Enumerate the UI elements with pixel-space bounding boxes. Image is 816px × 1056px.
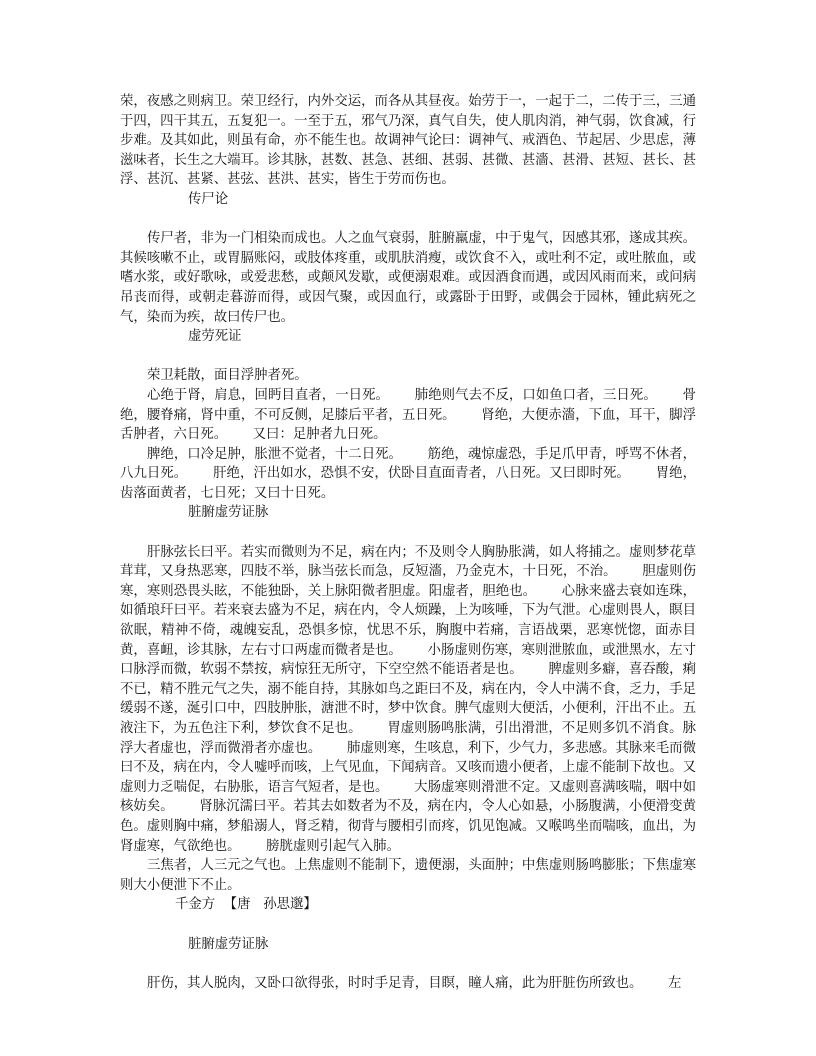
heading-chuanshi-lun: 传尸论 bbox=[188, 191, 229, 207]
heading-qianjin-fang: 千金方 【唐 孙思邈】 bbox=[175, 897, 317, 913]
paragraph-liver-injury: 肝伤，其人脱肉，又卧口欲得张，时时手足青，目瞑，瞳人痛，此为肝脏伤所致也。 左 bbox=[147, 975, 682, 991]
paragraph-sanjiao: 三焦者，人三元之气也。上焦虚则不能制下，遗便溺，头面肿；中焦虚则肠鸣膨胀；下焦虚寒则大小便泄下不止。 bbox=[120, 858, 697, 893]
paragraph-death-signs-2: 脾绝，口冷足肿，胀泄不觉者，十二日死。 筋绝，魂惊虚恐，手足爪甲青，呼骂不休者，八九日死。 肝绝，汗出如水，恐惧不安，伏卧目直面青者，八日死。又曰即时死。 胃绝，齿落面黄者，七日死；又曰十日死。 bbox=[120, 446, 696, 501]
paragraph-organ-pulses: 肝脉弦长曰平。若实而微则为不足，病在内；不及则令人胸胁胀满，如人将捕之。虚则梦花草茸茸，又身热恶寒，四肢不举，脉当弦长而急，反短濇，乃金克木，十日死，不治。 胆虚则伤寒，寒则恐畏头眩，不能独卧，关上脉阳微者胆虚。阳虚者，胆绝也。 心脉来盛去衰如连珠，如循琅玕曰平。若来衰去盛为不足，病在内，令人烦躁，上为咳唾，下为气泄。心虚则畏人，瞑目欲眠，精神不倚，魂魄妄乱，恐惧多惊，忧思不乐，胸腹中若痛，言语战栗，恶寒恍惚，面赤目黄，喜衄，诊其脉，左右寸口两虚而微者是也。 小肠虚则伤寒，寒则泄脓血，或泄黑水，左寸口脉浮而微，软弱不禁按，病惊狂无所守，下空空然不能语者是也。 脾虚则多癖，喜吞酸，痢不已，精不胜元气之失，溺不能自持，其脉如鸟之距曰不及，病在内，令人中满不食，乏力，手足缓弱不遂，涎引口中，四肢肿胀，溏泄不时，梦中饮食。脾气虚则大便活，小便利，汗出不止。五液注下，为五色注下利，梦饮食不足也。 胃虚则肠鸣胀满，引出滑泄，不足则多饥不消食。脉浮大者虚也，浮而微滑者亦虚也。 肺虚则寒，生咳息，利下，少气力，多悲感。其脉来毛而微曰不及，病在内，令人嘘呼而咳，上气见血，下闻病音。又咳而遗小便者，上虚不能制下故也。又虚则力乏喘促，右胁胀，语言气短者，是也。 大肠虚寒则滑泄不定。又虚则喜满咳喘，咽中如核妨矣。 肾脉沉濡曰平。若其去如数者为不及，病在内，令人心如悬，小肠腹满，小便滑变黄色。虚则胸中痛，梦船溺人，肾乏精，彻背与腰相引而疼，饥见饱减。又喉鸣坐而喘咳，血出，为肾虚寒，气欲绝也。 膀胱虚则引起气入肺。 bbox=[120, 544, 697, 854]
heading-zangfu-xulao-2: 脏腑虚劳证脉 bbox=[188, 936, 269, 952]
paragraph-death-signs-1: 心绝于肾，肩息，回眄目直者，一日死。 肺绝则气去不反，口如鱼口者，三日死。 骨绝，腰脊痛，肾中重，不可反侧，足膝后平者，五日死。 肾绝，大便赤濇，下血，耳干，脚浮舌肿者，六日死。 又曰：足肿者九日死。 bbox=[120, 387, 696, 443]
heading-zangfu-xulao-1: 脏腑虚劳证脉 bbox=[188, 505, 269, 521]
paragraph-chuanshi: 传尸者，非为一门相染而成也。人之血气衰弱，脏腑羸虚，中于鬼气，因感其邪，遂成其疾。其候咳嗽不止，或胃膈账闷，或肢体疼重，或肌肤消瘦，或饮食不入，或吐利不定，或吐脓血，或嗜水浆，或好歌咏，或爱悲愁，或颠风发歇，或便溺艰难。或因酒食而遇，或因风雨而来，或问病吊丧而得，或朝走暮游而得，或因气聚，或因血行，或露卧于田野，或偶会于园林，锺此病死之气，染而为疾，故曰传尸也。 bbox=[120, 231, 697, 325]
paragraph-labor-injury: 荣，夜感之则病卫。荣卫经行，内外交运，而各从其昼夜。始劳于一，一起于二，二传于三，三通于四，四干其五，五复犯一。一至于五，邪气乃深，真气自失，使人肌肉消，神气弱，饮食减，行步难。及其如此，则虽有命，亦不能生也。故调神气论曰：调神气、戒酒色、节起居、少思虑，薄滋味者，长生之大端耳。诊其脉，甚数、甚急、甚细、甚弱、甚微、甚濇、甚滑、甚短、甚长、甚浮、甚沉、甚紧、甚弦、甚洪、甚实，皆生于劳而伤也。 bbox=[120, 94, 696, 188]
heading-xulao-sizheng: 虚劳死证 bbox=[188, 329, 242, 345]
paragraph-rongwei: 荣卫耗散，面目浮肿者死。 bbox=[147, 368, 308, 384]
document-page bbox=[120, 92, 696, 993]
